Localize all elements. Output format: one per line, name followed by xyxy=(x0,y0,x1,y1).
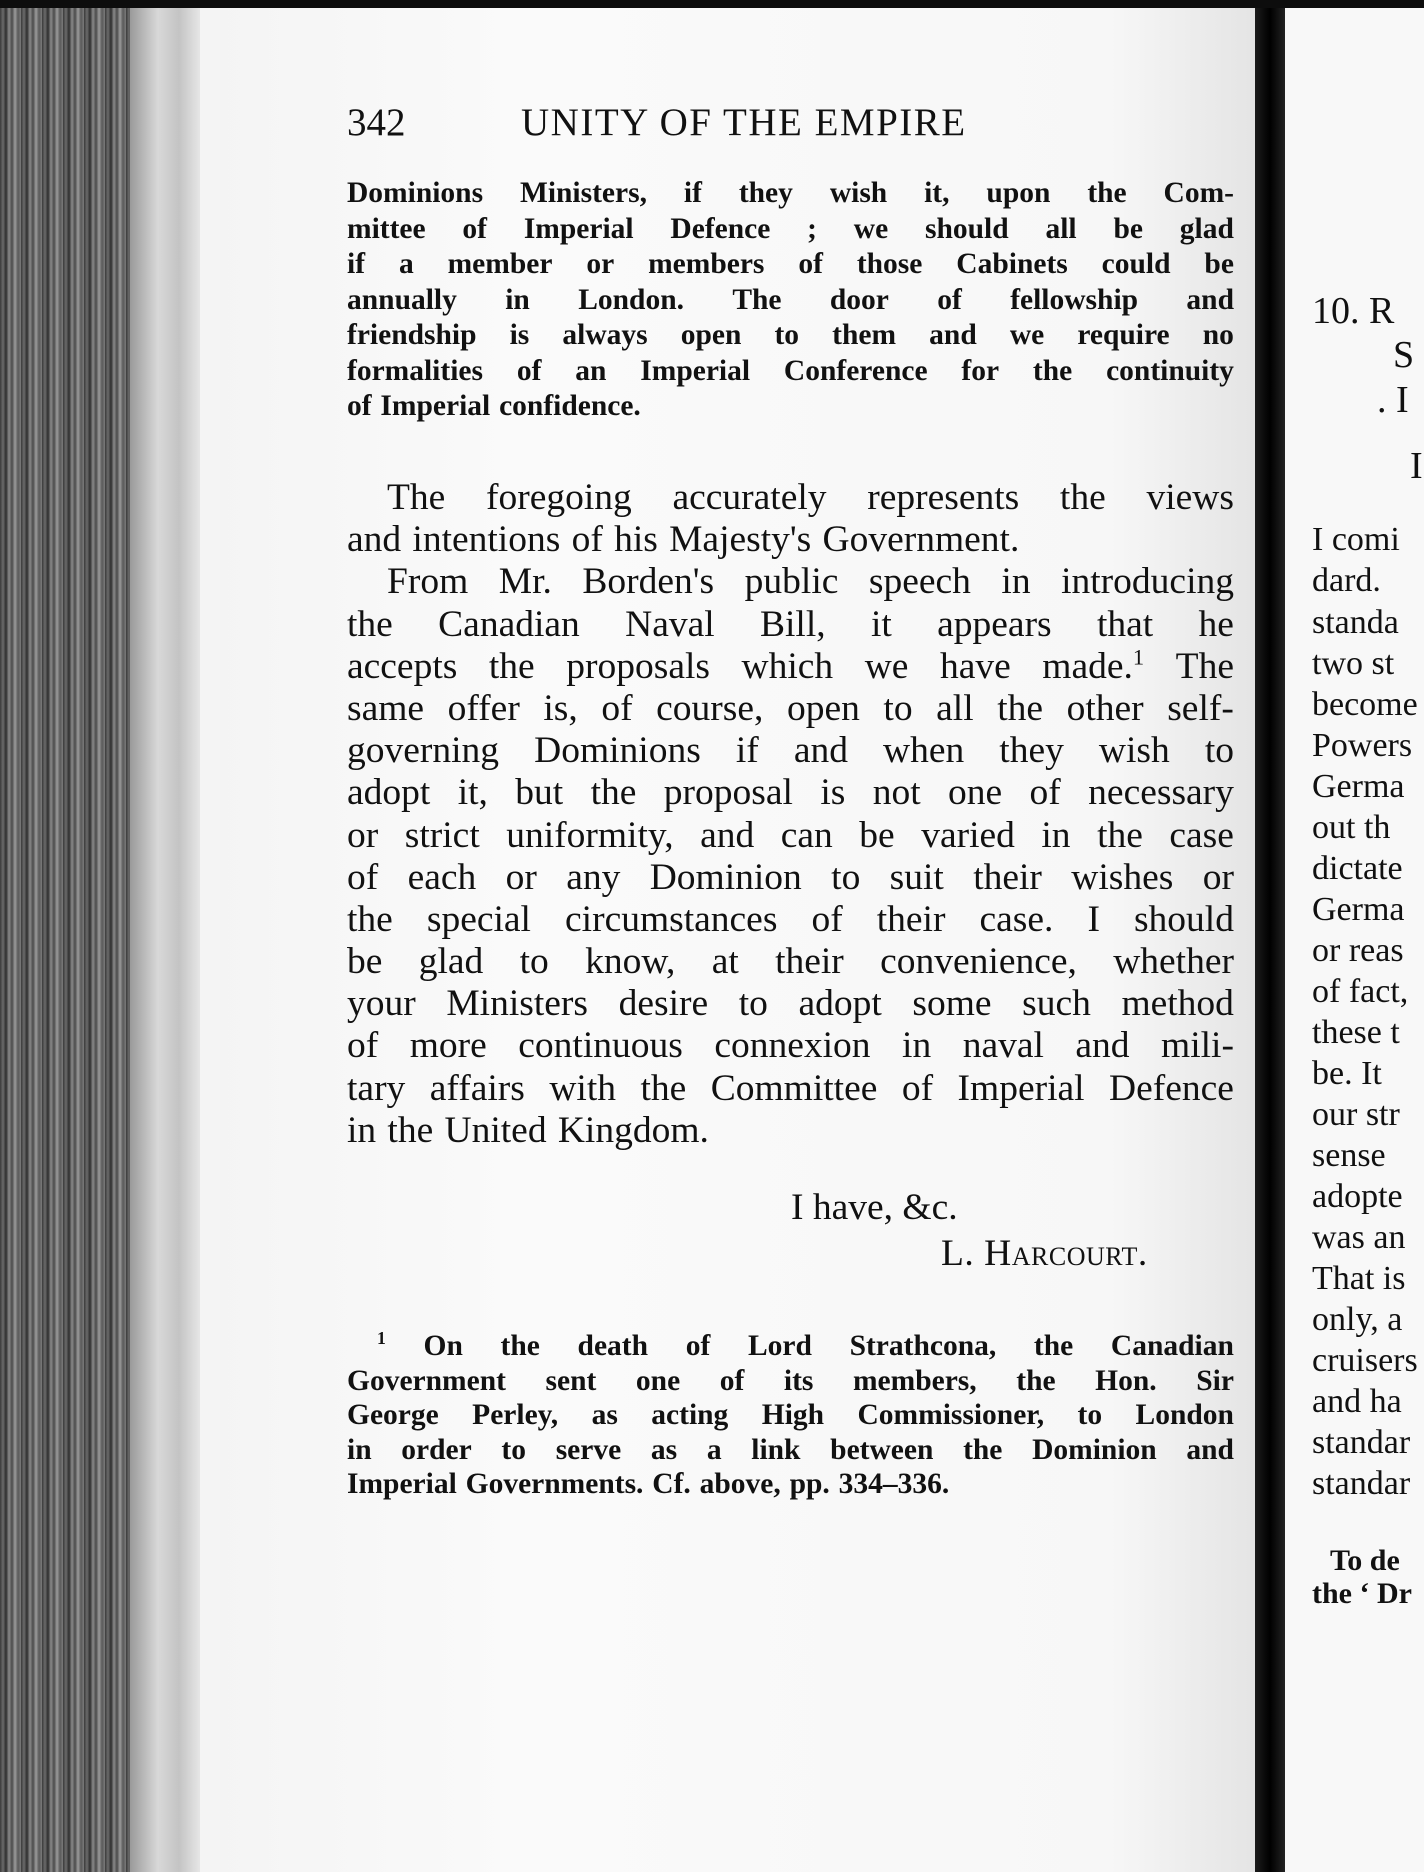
right-page-line: Germa xyxy=(1312,768,1405,805)
right-page-line: I comi xyxy=(1312,521,1400,558)
footnote-line: in order to serve as a link between the Dominion and xyxy=(347,1433,1234,1466)
text-line: mittee of Imperial Defence ; we should all be glad xyxy=(347,212,1234,245)
page-number: 342 xyxy=(347,101,406,144)
right-page-line: two st xyxy=(1312,645,1395,682)
right-page-line: cruisers xyxy=(1312,1342,1418,1379)
text-line: of each or any Dominion to suit their wishes or xyxy=(347,856,1234,898)
text-line: From Mr. Borden's public speech in introducing xyxy=(387,561,1234,603)
right-page-line: Powers xyxy=(1312,727,1413,764)
right-page-line: out th xyxy=(1312,809,1391,846)
text-line: The foregoing accurately represents the views xyxy=(387,477,1234,518)
right-page-line: dictate xyxy=(1312,850,1403,887)
right-page-fragment xyxy=(1285,8,1424,1872)
right-page-heading-line: I xyxy=(1410,445,1423,487)
closing-salutation: I have, &c. xyxy=(791,1187,958,1228)
text-line: adopt it, but the proposal is not one of necessary xyxy=(347,772,1234,814)
text-line: governing Dominions if and when they wish to xyxy=(347,730,1234,772)
right-page-footnote-line: To de xyxy=(1330,1544,1400,1577)
text-line: Dominions Ministers, if they wish it, upon the Com- xyxy=(347,177,1234,209)
page-edges xyxy=(0,8,200,1872)
footnote-line: Imperial Governments. Cf. above, pp. 334–336. xyxy=(347,1468,950,1500)
running-title: UNITY OF THE EMPIRE xyxy=(521,101,967,144)
signature: L. Harcourt. xyxy=(941,1233,1148,1274)
text-line: annually in London. The door of fellowship and xyxy=(347,283,1234,316)
text-line: of more continuous connexion in naval and mili- xyxy=(347,1025,1234,1067)
right-page-line: our str xyxy=(1312,1096,1400,1133)
right-page-line: Germa xyxy=(1312,891,1405,928)
right-page-line: these t xyxy=(1312,1014,1400,1051)
text-line: friendship is always open to them and we require no xyxy=(347,319,1234,351)
book-gutter xyxy=(1255,8,1285,1872)
right-page-line: adopte xyxy=(1312,1178,1403,1215)
body-paragraphs xyxy=(347,477,1234,1152)
text-line: same offer is, of course, open to all the other self- xyxy=(347,687,1234,729)
right-page-line: of fact, xyxy=(1312,973,1409,1010)
text-line: accepts the proposals which we have made.$^1$ The xyxy=(347,644,1234,687)
text-line: of Imperial confidence. xyxy=(347,390,641,422)
right-page-line: That is xyxy=(1312,1260,1406,1297)
text-line: tary affairs with the Committee of Imperial Defence xyxy=(347,1067,1234,1109)
right-page-line: only, a xyxy=(1312,1301,1403,1338)
right-page-line: standar xyxy=(1312,1465,1411,1502)
right-page-line: and ha xyxy=(1312,1383,1402,1420)
text-line: in the United Kingdom. xyxy=(347,1109,709,1151)
right-page-line: standa xyxy=(1312,604,1399,641)
footnote-line: George Perley, as acting High Commissioner, to London xyxy=(347,1399,1234,1431)
text-line: or strict uniformity, and can be varied in the case xyxy=(347,814,1234,856)
right-page-line: become xyxy=(1312,686,1418,723)
right-page-heading-line: . I xyxy=(1377,379,1409,421)
text-line: the special circumstances of their case. I should xyxy=(347,898,1234,940)
page-header xyxy=(347,100,1067,150)
right-page-footnote-line: the ‘ Dr xyxy=(1312,1577,1412,1610)
text-line: if a member or members of those Cabinets could be xyxy=(347,248,1234,280)
right-page-line: or reas xyxy=(1312,932,1404,969)
text-line: and intentions of his Majesty's Government. xyxy=(347,519,1020,561)
right-page-line: was an xyxy=(1312,1219,1406,1256)
footnote-line: Government sent one of its members, the Hon. Sir xyxy=(347,1364,1234,1397)
right-page-line: be. It xyxy=(1312,1055,1382,1092)
text-line: your Ministers desire to adopt some such method xyxy=(347,983,1234,1025)
right-page-heading-line: S xyxy=(1393,334,1415,376)
footnote xyxy=(347,1329,1234,1502)
right-page-line: sense xyxy=(1312,1137,1386,1174)
text-line: the Canadian Naval Bill, it appears that he xyxy=(347,603,1234,645)
right-page-line: dard. xyxy=(1312,562,1381,599)
text-line: formalities of an Imperial Conference for the continuity xyxy=(347,354,1234,387)
quoted-letter-text xyxy=(347,176,1234,425)
footnote-line: $^1$ On the death of Lord Strathcona, the Canadian xyxy=(377,1328,1234,1362)
right-page-line: standar xyxy=(1312,1424,1411,1461)
right-page-heading-line: 10. R xyxy=(1312,290,1395,332)
text-line: be glad to know, at their convenience, whether xyxy=(347,941,1234,983)
